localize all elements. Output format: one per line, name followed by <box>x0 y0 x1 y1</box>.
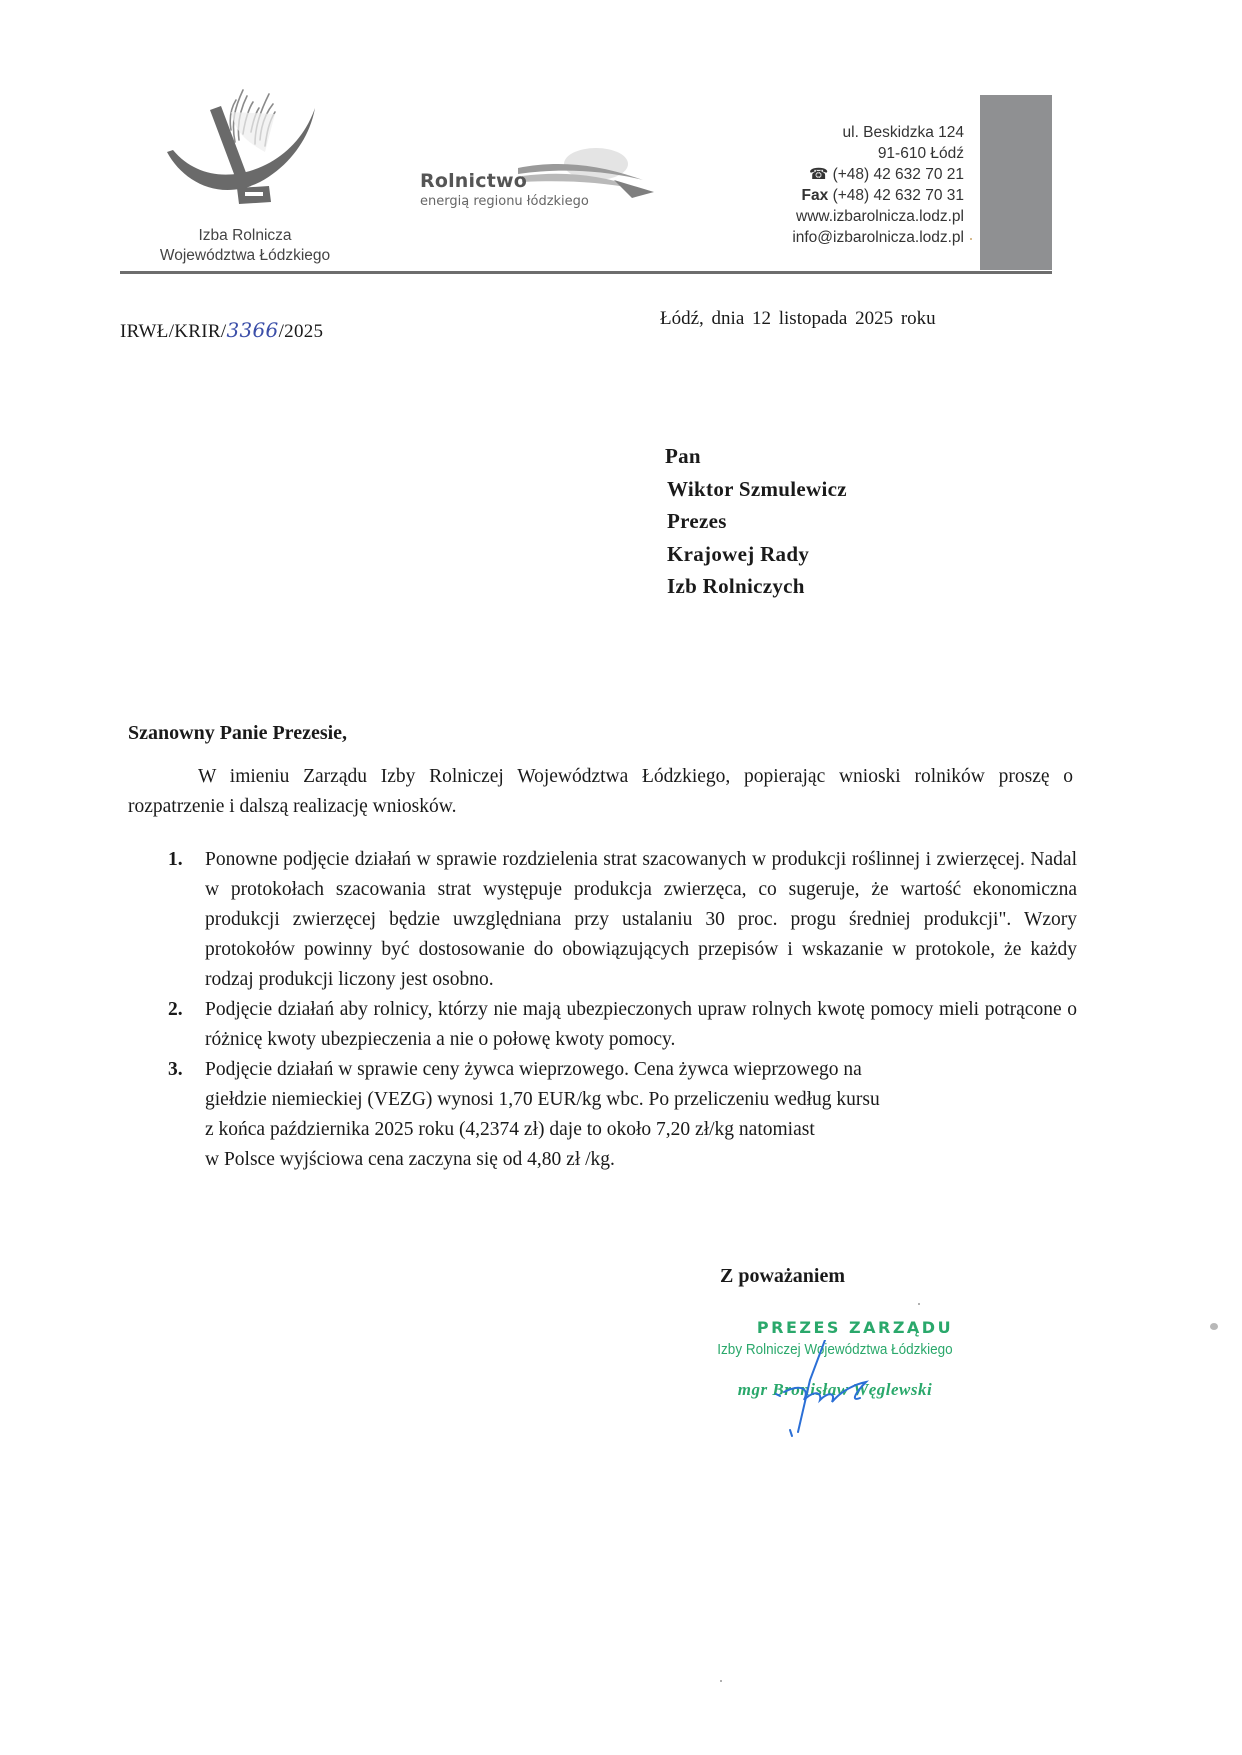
letterhead-side-bar <box>980 95 1052 270</box>
recipient-line: Pan <box>665 444 701 468</box>
stamp-organization: Izby Rolniczej Województwa Łódzkiego <box>717 1341 953 1358</box>
organization-name: Izba Rolnicza Województwa Łódzkiego <box>159 227 331 264</box>
stamp-signatory-name: mgr Bronisław Węglewski <box>737 1380 933 1399</box>
handwritten-number: 3366 <box>226 318 279 342</box>
closing-phrase: Z poważaniem <box>720 1265 845 1287</box>
request-number: 3. <box>168 1059 183 1080</box>
requests-list <box>165 845 1077 1175</box>
request-number: 1. <box>168 849 183 870</box>
phone-number: (+48) 42 632 70 21 <box>828 166 964 183</box>
request-text-line: w Polsce wyjściowa cena zaczyna się od 4,80 zł /kg. <box>205 1149 615 1170</box>
fax-number: (+48) 42 632 70 31 <box>828 187 964 204</box>
phone-line <box>720 164 964 185</box>
email-link[interactable]: info@izbarolnicza.lodz.pl <box>792 229 964 246</box>
request-number: 2. <box>168 999 183 1020</box>
handwritten-signature <box>770 1340 900 1440</box>
recipient-block <box>665 440 847 603</box>
intro-paragraph: W imieniu Zarządu Izby Rolniczej Województwa Łódzkiego, popierając wnioski rolników proszę o rozpatrzenie i dalszą realizację wniosków. <box>128 766 1073 817</box>
scan-speck <box>1210 1323 1218 1330</box>
date-line: Łódź, dnia 12 listopada 2025 roku <box>660 308 936 329</box>
request-item <box>165 995 1077 1055</box>
contact-block <box>720 122 964 248</box>
request-text: Ponowne podjęcie działań w sprawie rozdzielenia strat szacowanych w produkcji roślinnej i zwierzęcej. Nadal w protokołach szacowania strat występuje produkcja zwierzęca, co sugeruje, że wartość ekonomiczna produkcji zwierzęcej będzie uwzględniana przy ustalaniu 30 proc. progu średniej produkcji". Wzory protokołów powinny być dostosowanie do obowiązujących przepisów i wskazanie w protokole, że każdy rodzaj produkcji liczony jest osobno. <box>205 849 1077 990</box>
request-text: Podjęcie działań aby rolnicy, którzy nie mają ubezpieczonych upraw rolnych kwotę pomocy mieli potrącone o różnicę kwoty ubezpieczenia a nie o połowę kwoty pomocy. <box>205 999 1077 1050</box>
request-text-line: giełdzie niemieckiej (VEZG) wynosi 1,70 EUR/kg wbc. Po przeliczeniu według kursu <box>205 1089 880 1110</box>
reference-number: IRWŁ/KRIR/3366/2025 <box>120 318 324 342</box>
fax-line <box>720 185 964 206</box>
phone-icon: ☎ <box>808 166 829 183</box>
scan-speck <box>970 238 972 240</box>
scan-speck <box>918 1303 920 1305</box>
request-text-line: Podjęcie działań w sprawie ceny żywca wieprzowego. Cena żywca wieprzowego na <box>205 1059 862 1080</box>
scythe-wheat-emblem-icon <box>165 82 325 214</box>
recipient-line: Krajowej Rady <box>667 541 810 566</box>
request-item <box>165 845 1077 995</box>
address-city: 91-610 Łódź <box>877 145 964 162</box>
website-link[interactable]: www.izbarolnicza.lodz.pl <box>796 208 964 225</box>
request-text-line: z końca października 2025 roku (4,2374 zł) daje to około 7,20 zł/kg natomiast <box>205 1119 815 1140</box>
fax-label: Fax <box>801 187 829 204</box>
salutation: Szanowny Panie Prezesie, <box>128 722 348 744</box>
recipient-line: Izb Rolniczych <box>667 574 805 598</box>
address-street: ul. Beskidzka 124 <box>842 124 964 141</box>
campaign-logo-subtitle: energią regionu łódzkiego <box>420 194 589 209</box>
recipient-line: Wiktor Szmulewicz <box>667 476 847 501</box>
scan-speck <box>720 1680 722 1682</box>
stamp-title: PREZES ZARZĄDU <box>756 1318 954 1337</box>
campaign-logo-title: Rolnictwo <box>420 170 527 192</box>
request-item <box>165 1055 1077 1175</box>
recipient-line: Prezes <box>667 509 727 533</box>
letterhead-divider <box>120 271 1052 274</box>
